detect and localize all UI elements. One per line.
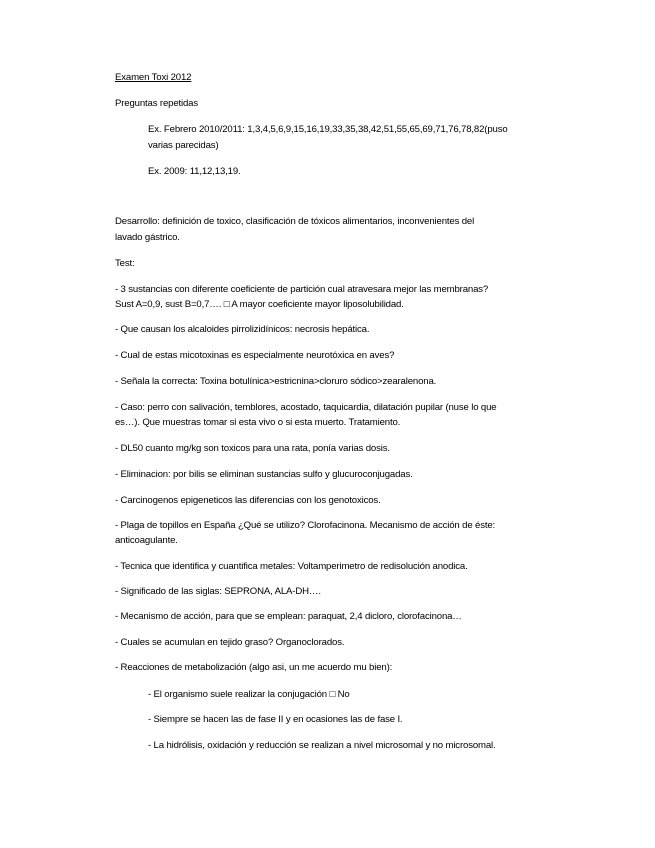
sub-item-1: - El organismo suele realizar la conjugación □ No <box>148 689 350 700</box>
desarrollo-line1: Desarrollo: definición de toxico, clasificación de tóxicos alimentarios, inconvenientes del <box>115 216 475 227</box>
page-title: Examen Toxi 2012 <box>115 72 192 83</box>
question-13: - Cuales se acumulan en tejido graso? Organoclorados. <box>115 637 345 648</box>
question-9-line2: anticoagulante. <box>115 535 178 546</box>
question-1-line2: Sust A=0,9, sust B=0,7…. □ A mayor coeficiente mayor liposolubilidad. <box>115 299 404 310</box>
repeated-2009: Ex. 2009: 11,12,13,19. <box>148 166 241 177</box>
question-5-line1: - Caso: perro con salivación, temblores, acostado, taquicardia, dilatación pupilar (nuse lo que <box>115 402 497 413</box>
question-1-line1: - 3 sustancias con diferente coeficiente de partición cual atravesara mejor las membranas? <box>115 284 489 295</box>
question-2: - Que causan los alcaloides pirrolizidínicos: necrosis hepática. <box>115 324 370 335</box>
question-6: - DL50 cuanto mg/kg son toxicos para una rata, ponía varias dosis. <box>115 443 390 454</box>
section-heading-repeated: Preguntas repetidas <box>115 98 199 109</box>
repeated-feb-line2: varias parecidas) <box>148 140 219 151</box>
question-3: - Cual de estas micotoxinas es especialmente neurotóxica en aves? <box>115 350 395 361</box>
question-7: - Eliminacion: por bilis se eliminan sustancias sulfo y glucuroconjugadas. <box>115 469 413 480</box>
question-10: - Tecnica que identifica y cuantifica metales: Voltamperimetro de redisolución anodica. <box>115 561 468 572</box>
test-label: Test: <box>115 258 135 269</box>
question-12: - Mecanismo de acción, para que se emplean: paraquat, 2,4 dicloro, clorofacinona… <box>115 611 462 622</box>
question-9-line1: - Plaga de topillos en España ¿Qué se utilizo? Clorofacinona. Mecanismo de acción de éste: <box>115 520 496 531</box>
sub-item-3: - La hidrólisis, oxidación y reducción se realizan a nivel microsomal y no microsomal. <box>148 740 496 751</box>
question-8: - Carcinogenos epigeneticos las diferencias con los genotoxicos. <box>115 495 381 506</box>
sub-item-2: - Siempre se hacen las de fase II y en ocasiones las de fase I. <box>148 714 403 725</box>
question-14: - Reacciones de metabolización (algo asi, un me acuerdo mu bien): <box>115 662 393 673</box>
question-4: - Señala la correcta: Toxina botulínica>estricnina>cloruro sódico>zearalenona. <box>115 376 437 387</box>
repeated-feb-line1: Ex. Febrero 2010/2011: 1,3,4,5,6,9,15,16,19,33,35,38,42,51,55,65,69,71,76,78,82(puso <box>148 124 508 135</box>
desarrollo-line2: lavado gástrico. <box>115 232 180 243</box>
question-11: - Significado de las siglas: SEPRONA, ALA-DH…. <box>115 586 321 597</box>
question-5-line2: es…). Que muestras tomar si esta vivo o si esta muerto. Tratamiento. <box>115 417 401 428</box>
